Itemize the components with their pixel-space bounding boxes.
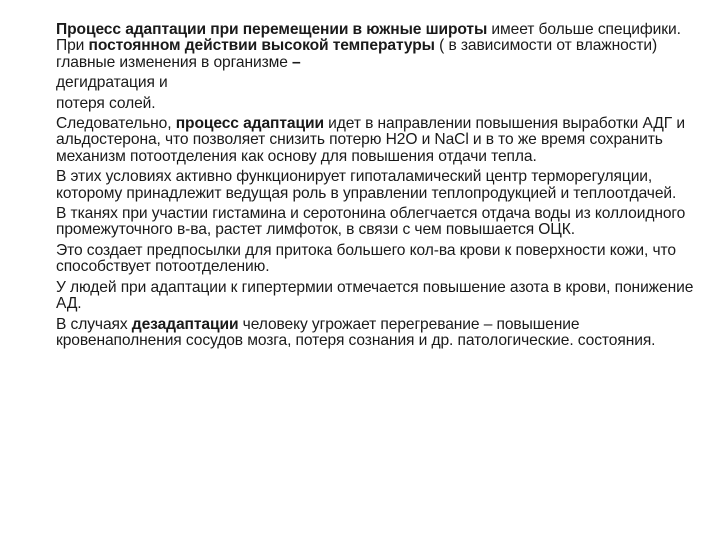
- text-segment: имеет больше специфики. При: [56, 21, 681, 55]
- text-segment: ( в зависимости от влажности) главные изменения в организме: [56, 37, 658, 71]
- paragraph-7: [56, 243, 696, 276]
- text-segment: дегидратация и: [56, 74, 168, 92]
- text-segment: постоянном действии высокой температуры: [88, 37, 435, 55]
- text-segment: потеря солей.: [56, 94, 156, 112]
- paragraph-5: [56, 169, 696, 202]
- slide-text-body: [56, 22, 696, 349]
- text-segment: Следовательно,: [56, 115, 176, 133]
- paragraph-1: [56, 22, 696, 71]
- paragraph-2: [56, 75, 696, 91]
- text-segment: Это создает предпосылки для притока большего кол-ва крови к поверхности кожи, что способствует потоотделению.: [56, 241, 676, 276]
- text-segment: дезадаптации: [131, 315, 239, 333]
- text-segment: У людей при адаптации к гипертермии отмечается повышение азота в крови, понижение АД.: [56, 278, 694, 313]
- paragraph-9: [56, 317, 696, 350]
- text-segment: –: [292, 53, 301, 71]
- text-segment: Процесс адаптации при перемещении в южные широты: [56, 21, 488, 38]
- text-segment: В тканях при участии гистамина и серотонина облегчается отдача воды из коллоидного промежуточного в-ва, растет лимфоток, в связи с чем повышается ОЦК.: [56, 205, 686, 239]
- paragraph-6: [56, 206, 696, 239]
- text-segment: идет в направлении повышения выработки АДГ и альдостерона, что позволяет снизить потерю H2O и NaCl и в то же время сохранить механизм потоотделения как основу для повышения отдачи тепла.: [56, 115, 685, 165]
- text-segment: процесс адаптации: [175, 115, 324, 133]
- paragraph-8: [56, 280, 696, 313]
- text-segment: В этих условиях активно функционирует гипоталамический центр терморегуляции, которому принадлежит ведущая роль в управлении теплопродукцией и теплоотдачей.: [56, 168, 677, 202]
- text-segment: человеку угрожает перегревание – повышение кровенаполнения сосудов мозга, потеря сознания и др. патологические. состояния.: [56, 315, 656, 349]
- paragraph-4: [56, 116, 696, 165]
- text-segment: В случаях: [56, 315, 132, 333]
- paragraph-3: [56, 96, 696, 112]
